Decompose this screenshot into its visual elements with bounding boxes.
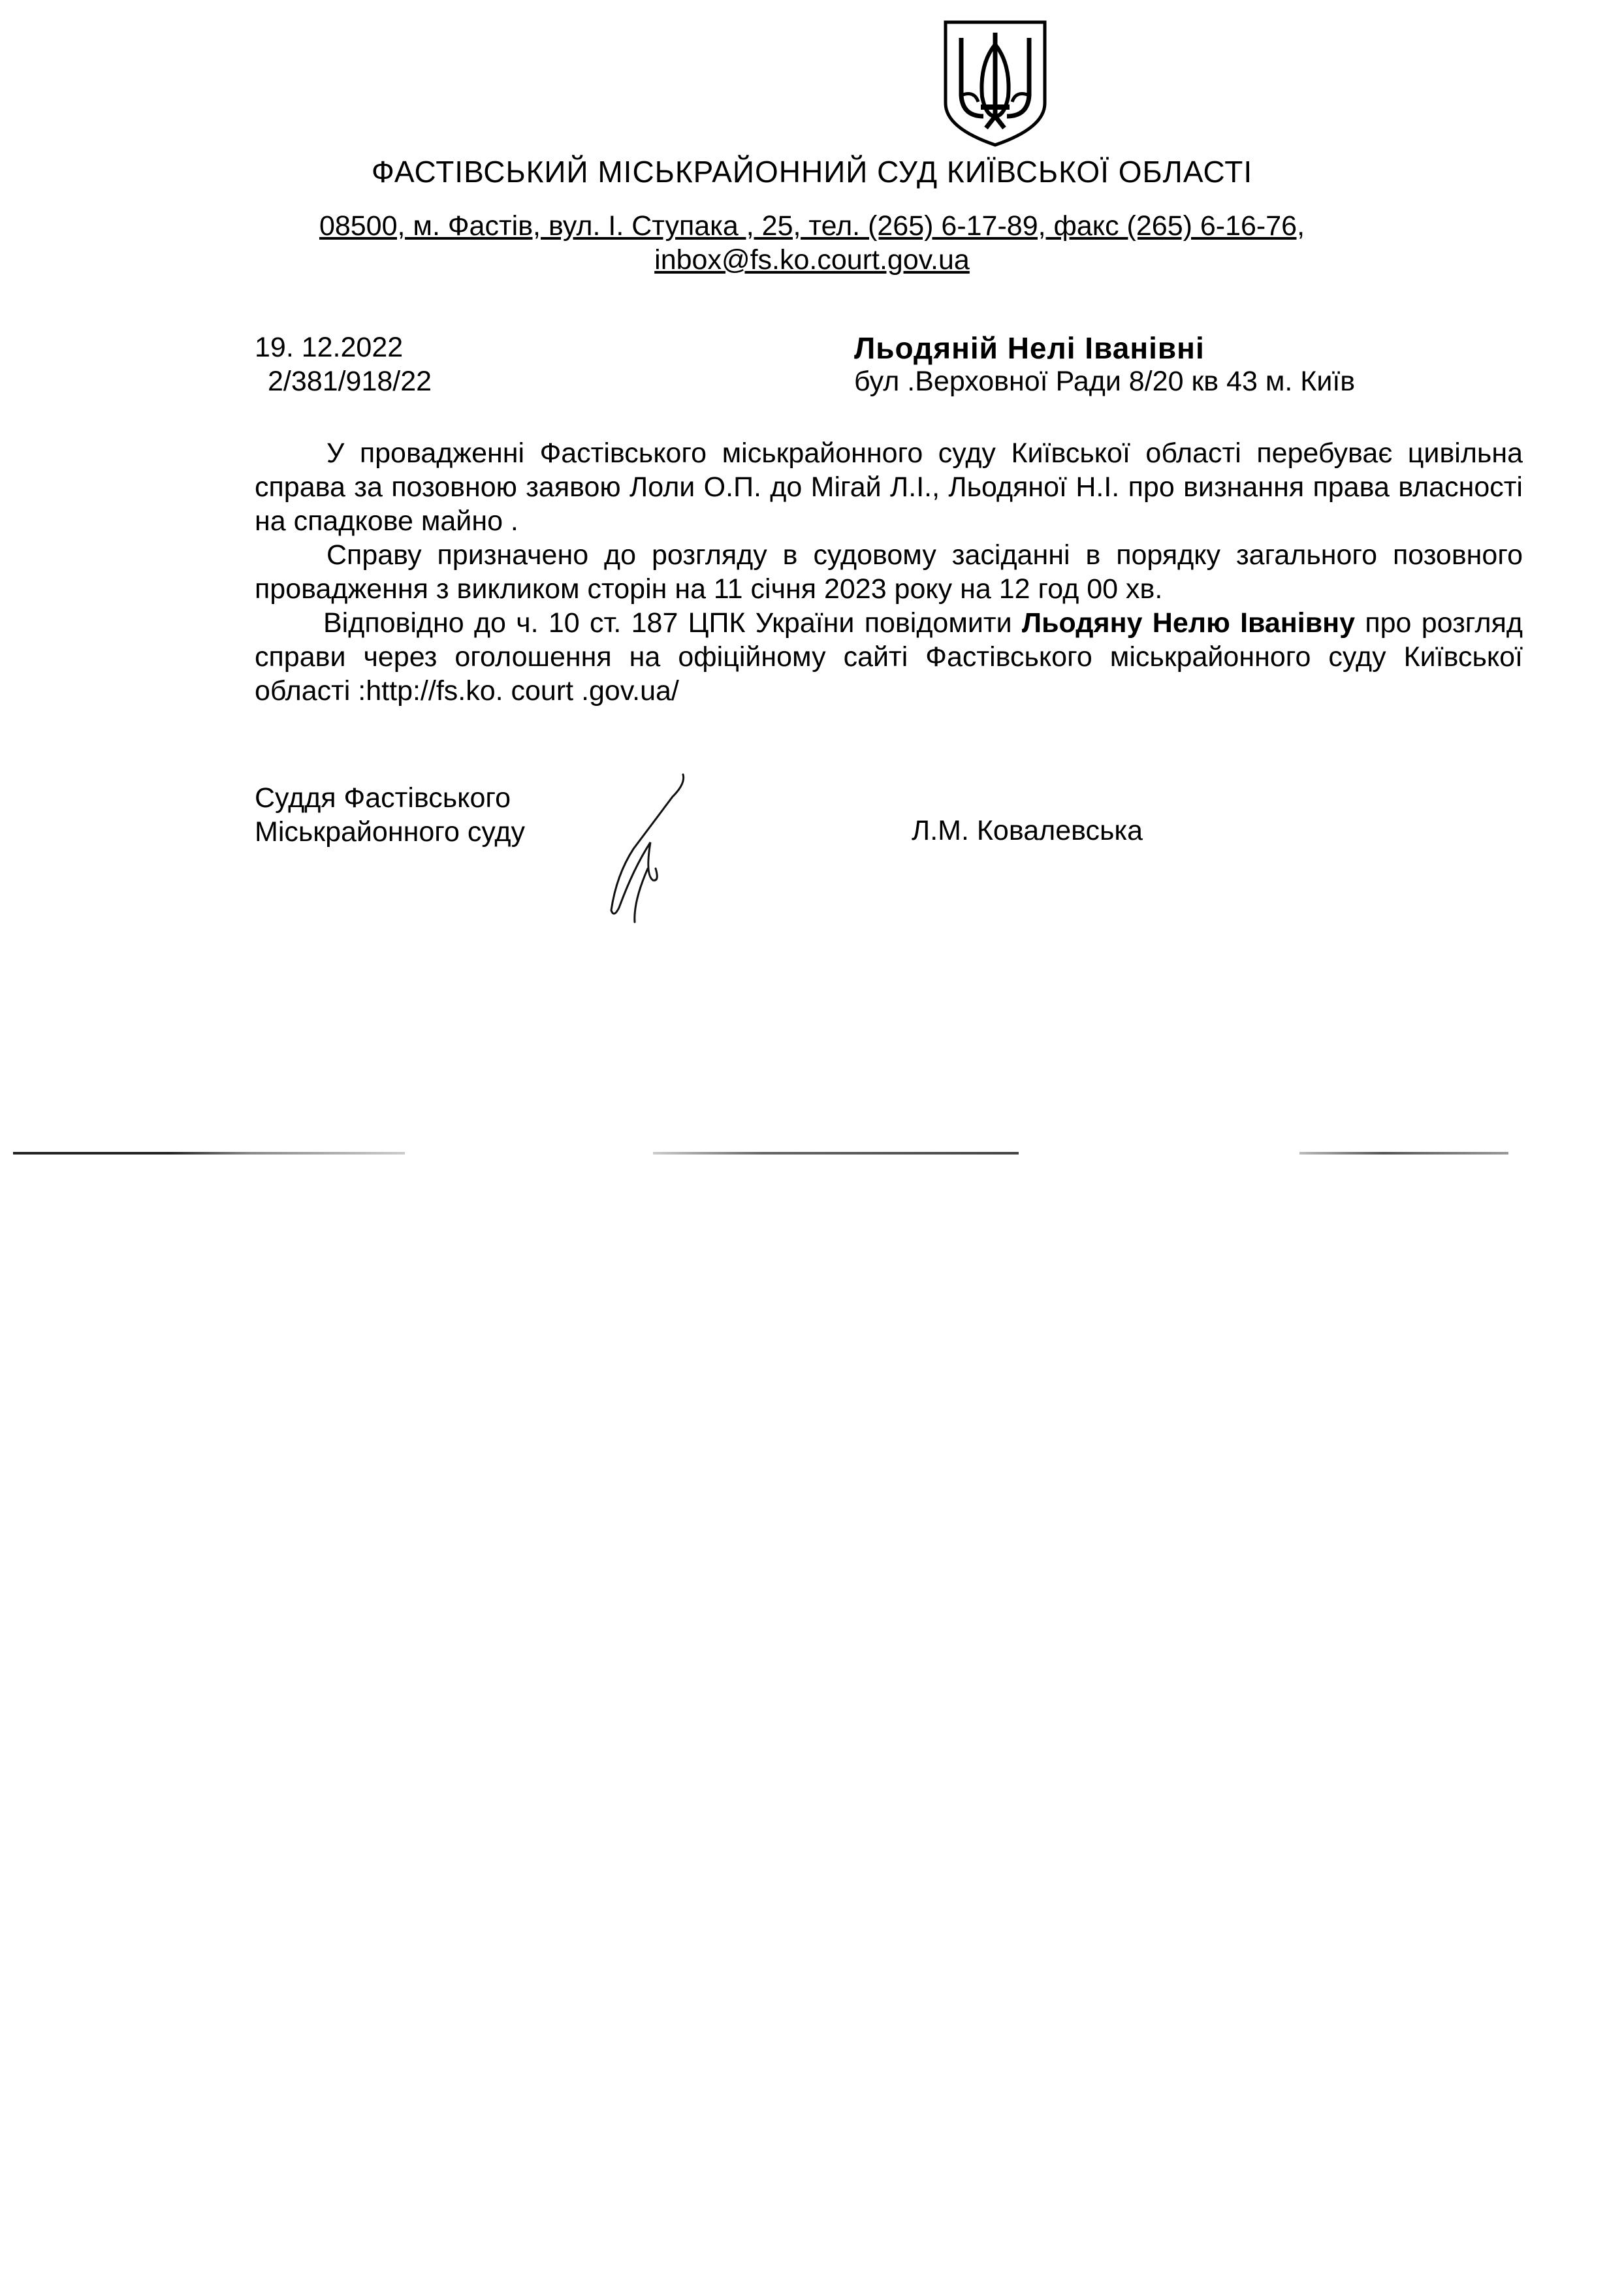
notification-text-start: Відповідно до ч. 10 ст. 187 ЦПК України повідомити [323,607,1022,639]
court-email-link[interactable]: inbox@fs.ko.court.gov.ua [654,244,970,276]
judge-title [255,781,525,849]
handwritten-signature [588,771,705,927]
paragraph-notification [255,606,1523,708]
recipient-name: Льодяній Нелі Іванівні [854,331,1205,365]
document-date: 19. 12.2022 [255,332,404,363]
judge-title-line1: Суддя Фастівського [255,782,511,814]
case-number: 2/381/918/22 [268,366,432,397]
notification-text-end: про розгляд справи через оголошення на офіційному сайті Фастівського міськрайонного суду Київської області :http://fs.ko. court .gov.ua/ [255,607,1523,707]
coat-of-arms-emblem [940,18,1050,149]
scan-line-middle [653,1152,1019,1155]
paragraph-hearing-date: Справу призначено до розгляду в судовому засіданні в порядку загального позовного провадження з викликом сторін на 11 січня 2023 року на 12 год 00 хв. [255,539,1523,605]
letter-body [255,436,1523,708]
recipient-address: бул .Верховної Ради 8/20 кв 43 м. Київ [854,366,1356,397]
judge-name: Л.М. Ковалевська [912,815,1143,846]
court-name: ФАСТІВСЬКИЙ МІСЬКРАЙОННИЙ СУД КИЇВСЬКОЇ ОБЛАСТІ [371,155,1253,189]
scan-line-left [13,1152,405,1155]
notified-person: Льодяну Нелю Іванівну [1021,607,1356,639]
scan-line-right [1299,1152,1508,1155]
judge-title-line2: Міськрайонного суду [255,816,526,848]
paragraph-case-info: У провадженні Фастівського міськрайонного суду Київської області перебуває цивільна справа за позовною заявою Лоли О.П. до Мігай Л.І., Льодяної Н.І. про визнання права власності на спадкове майно . [255,438,1523,537]
court-address: 08500, м. Фастів, вул. І. Ступака , 25, тел. (265) 6-17-89, факс (265) 6-16-76, [319,210,1305,242]
